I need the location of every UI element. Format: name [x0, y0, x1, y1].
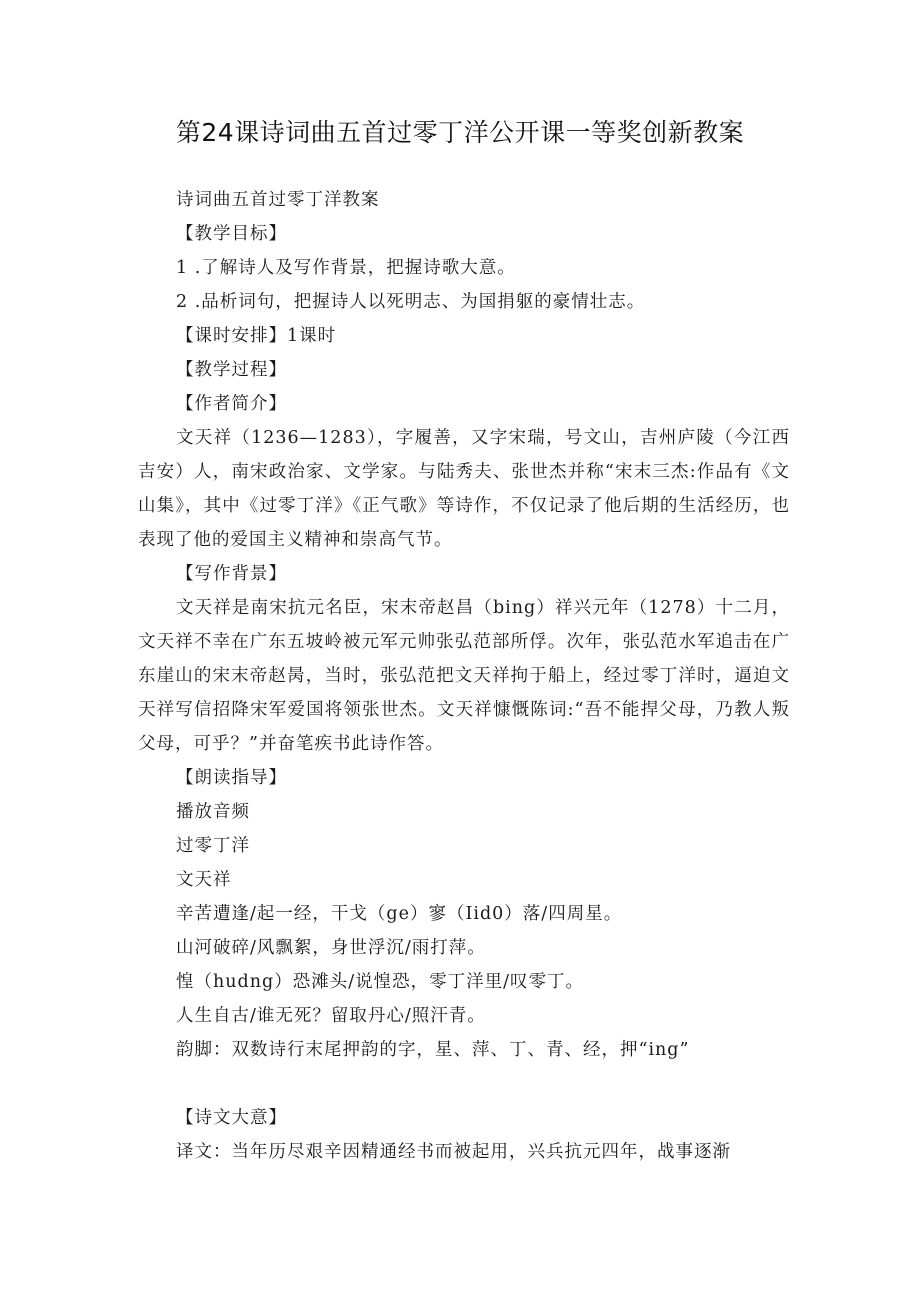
audio-line: 播放音频	[176, 802, 250, 822]
reading-heading: 【朗读指导】	[176, 768, 287, 788]
author-heading: 【作者简介】	[176, 394, 287, 414]
objective-item-1: 1 .了解诗人及写作背景，把握诗歌大意。	[176, 258, 516, 278]
meaning-text: 译文：当年历尽艰辛因精通经书而被起用，兴兵抗元四年，战事逐渐	[176, 1142, 731, 1162]
poem-line-1: 辛苦遭逢/起一经，干戈（ge）寥（Iid0）落/四周星。	[176, 904, 623, 924]
poem-title: 过零丁洋	[176, 836, 250, 856]
background-paragraph: 文天祥是南宋抗元名臣，宋末帝赵昌（bing）祥兴元年（1278）十二月，文天祥不幸在广东五坡岭被元军元帅张弘范部所俘。次年，张弘范水军追击在广东崖山的宋末帝赵昺，当时，张弘范把文天祥拘于船上，经过零丁洋时，逼迫文天祥写信招降宋军爱国将领张世杰。文天祥慷慨陈词:“吾不能捍父母，乃教人叛父母，可乎？”并奋笔疾书此诗作答。	[138, 598, 790, 754]
schedule-line: 【课时安排】1课时	[176, 326, 337, 346]
objective-item-2: 2 .品析词句，把握诗人以死明志、为国捐躯的豪情壮志。	[176, 292, 646, 312]
process-heading: 【教学过程】	[176, 360, 287, 380]
blank-line	[138, 1067, 790, 1101]
background-heading: 【写作背景】	[176, 564, 287, 584]
rhyme-line: 韵脚：双数诗行末尾押韵的字，星、萍、丁、青、经，押“ing”	[176, 1040, 690, 1060]
objectives-heading: 【教学目标】	[176, 224, 287, 244]
meaning-heading: 【诗文大意】	[176, 1108, 287, 1128]
document-body	[138, 183, 790, 1169]
subtitle: 诗词曲五首过零丁洋教案	[176, 190, 380, 210]
author-paragraph: 文天祥（1236—1283），字履善，又字宋瑞，号文山，吉州庐陵（今江西吉安）人，南宋政治家、文学家。与陆秀夫、张世杰并称“宋末三杰:作品有《文山集》，其中《过零丁洋》《正气歌》等诗作，不仅记录了他后期的生活经历，也表现了他的爱国主义精神和崇高气节。	[138, 428, 790, 550]
poem-line-4: 人生自古/谁无死？留取丹心/照汗青。	[176, 1006, 486, 1026]
poem-line-3: 惶（hudng）恐滩头/说惶恐，零丁洋里/叹零丁。	[176, 972, 585, 992]
poem-author: 文天祥	[176, 870, 232, 890]
poem-line-2: 山河破碎/风飘絮，身世浮沉/雨打萍。	[176, 938, 486, 958]
page-title: 第24课诗词曲五首过零丁洋公开课一等奖创新教案	[175, 118, 745, 147]
